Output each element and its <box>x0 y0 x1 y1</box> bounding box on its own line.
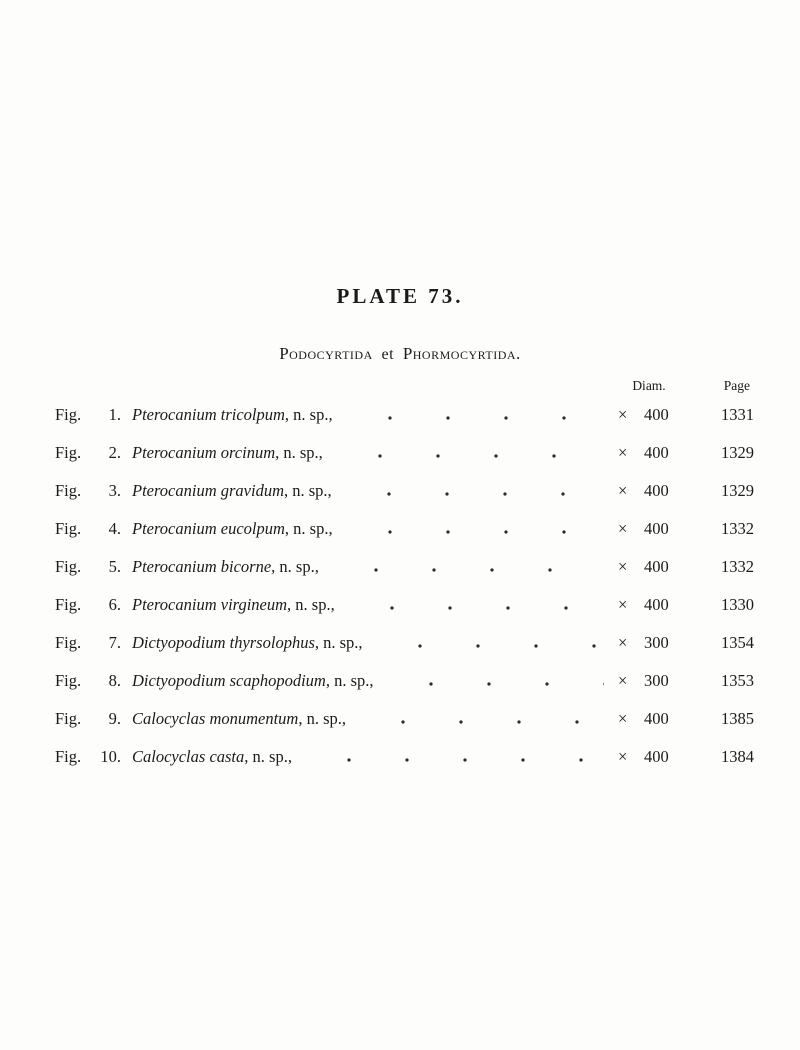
magnification-value: 400 <box>644 443 669 462</box>
species-suffix: , n. sp., <box>284 519 333 538</box>
page-number: 1332 <box>721 519 754 538</box>
magnification-value: 400 <box>644 595 669 614</box>
species-name: Pterocanium gravidum <box>132 481 284 500</box>
fig-label: Fig. <box>55 595 82 614</box>
species-suffix: , n. sp., <box>284 405 333 424</box>
species-suffix: , n. sp., <box>287 595 335 614</box>
fig-number: 2. <box>108 443 121 462</box>
species-name: Pterocanium orcinum <box>132 443 276 462</box>
page-column-header: Page <box>723 378 750 393</box>
multiplication-sign: × <box>618 519 628 538</box>
dot-leader <box>338 472 604 510</box>
dot-leader <box>325 548 604 586</box>
fig-number: 1. <box>108 405 121 424</box>
multiplication-sign: × <box>618 633 628 652</box>
species-entry <box>132 510 333 548</box>
diam-cell <box>618 738 688 776</box>
figure-listing <box>55 376 754 776</box>
magnification-value: 400 <box>644 405 669 424</box>
magnification-value: 400 <box>644 747 669 766</box>
multiplication-sign: × <box>618 671 628 690</box>
plate-title: PLATE 73. <box>336 284 464 308</box>
species-name: Dictyopodium scaphopodium <box>132 671 326 690</box>
dot-leader <box>298 738 604 776</box>
header-spacer <box>55 376 614 396</box>
figure-row <box>55 396 754 434</box>
diam-cell <box>618 700 688 738</box>
species-suffix: , n. sp., <box>314 633 363 652</box>
figure-row <box>55 548 754 586</box>
figure-row <box>55 472 754 510</box>
species-suffix: , n. sp., <box>284 481 332 500</box>
dot-leader <box>352 700 604 738</box>
species-name: Pterocanium tricolpum <box>132 405 285 424</box>
subtitle-right: Phormocyrtida. <box>402 344 521 363</box>
diam-column-header: Diam. <box>632 378 666 393</box>
page-number: 1384 <box>721 747 754 766</box>
plate-subtitle <box>0 344 800 364</box>
multiplication-sign: × <box>618 595 628 614</box>
figure-row <box>55 700 754 738</box>
species-suffix: , n. sp., <box>271 557 319 576</box>
fig-label: Fig. <box>55 709 82 728</box>
fig-number: 6. <box>108 595 121 614</box>
fig-label: Fig. <box>55 481 82 500</box>
dot-leader <box>341 586 604 624</box>
species-entry <box>132 434 323 472</box>
diam-cell <box>618 662 688 700</box>
fig-number: 7. <box>108 633 121 652</box>
fig-label: Fig. <box>55 557 82 576</box>
page-number: 1332 <box>721 557 754 576</box>
figure-row <box>55 624 754 662</box>
figure-row <box>55 662 754 700</box>
fig-label: Fig. <box>55 747 82 766</box>
species-entry <box>132 700 346 738</box>
multiplication-sign: × <box>618 747 628 766</box>
page-number: 1353 <box>721 671 754 690</box>
multiplication-sign: × <box>618 709 628 728</box>
magnification-value: 400 <box>644 481 669 500</box>
column-headers <box>55 376 754 396</box>
dot-leader <box>369 624 604 662</box>
species-name: Pterocanium bicorne <box>132 557 272 576</box>
fig-number: 4. <box>108 519 121 538</box>
diam-cell <box>618 548 688 586</box>
species-suffix: , n. sp., <box>244 747 292 766</box>
magnification-value: 400 <box>644 519 669 538</box>
multiplication-sign: × <box>618 557 628 576</box>
fig-label: Fig. <box>55 633 82 652</box>
species-entry <box>132 548 319 586</box>
dot-leader <box>339 510 604 548</box>
figure-row <box>55 434 754 472</box>
diam-cell <box>618 434 688 472</box>
species-suffix: , n. sp., <box>298 709 347 728</box>
species-entry <box>132 738 292 776</box>
magnification-value: 400 <box>644 709 669 728</box>
page-number: 1354 <box>721 633 754 652</box>
page-number: 1331 <box>721 405 754 424</box>
species-name: Calocyclas monumentum <box>132 709 299 728</box>
diam-cell <box>618 586 688 624</box>
fig-number: 10. <box>100 747 121 766</box>
figure-row <box>55 510 754 548</box>
species-name: Calocyclas casta <box>132 747 245 766</box>
fig-number: 5. <box>108 557 121 576</box>
fig-label: Fig. <box>55 443 82 462</box>
species-entry <box>132 624 363 662</box>
diam-cell <box>618 472 688 510</box>
species-name: Dictyopodium thyrsolophus <box>132 633 315 652</box>
magnification-value: 400 <box>644 557 669 576</box>
subtitle-left: Podocyrtida <box>279 344 373 363</box>
dot-leader <box>339 396 604 434</box>
diam-cell <box>618 624 688 662</box>
species-suffix: , n. sp., <box>275 443 323 462</box>
species-entry <box>132 396 333 434</box>
dot-leader <box>329 434 604 472</box>
dot-leader <box>380 662 604 700</box>
species-suffix: , n. sp., <box>325 671 374 690</box>
figure-row <box>55 738 754 776</box>
multiplication-sign: × <box>618 405 628 424</box>
species-entry <box>132 662 374 700</box>
species-name: Pterocanium virgineum <box>132 595 288 614</box>
multiplication-sign: × <box>618 481 628 500</box>
page-number: 1385 <box>721 709 754 728</box>
diam-cell <box>618 396 688 434</box>
fig-label: Fig. <box>55 405 82 424</box>
diam-cell <box>618 510 688 548</box>
fig-number: 8. <box>108 671 121 690</box>
subtitle-conjunction: et <box>381 346 395 363</box>
magnification-value: 300 <box>644 633 669 652</box>
page-number: 1329 <box>721 443 754 462</box>
species-entry <box>132 586 335 624</box>
fig-number: 9. <box>108 709 121 728</box>
species-name: Pterocanium eucolpum <box>132 519 285 538</box>
multiplication-sign: × <box>618 443 628 462</box>
magnification-value: 300 <box>644 671 669 690</box>
page-number: 1329 <box>721 481 754 500</box>
figure-row <box>55 586 754 624</box>
fig-label: Fig. <box>55 671 82 690</box>
species-entry <box>132 472 332 510</box>
page-number: 1330 <box>721 595 754 614</box>
fig-number: 3. <box>108 481 121 500</box>
fig-label: Fig. <box>55 519 82 538</box>
